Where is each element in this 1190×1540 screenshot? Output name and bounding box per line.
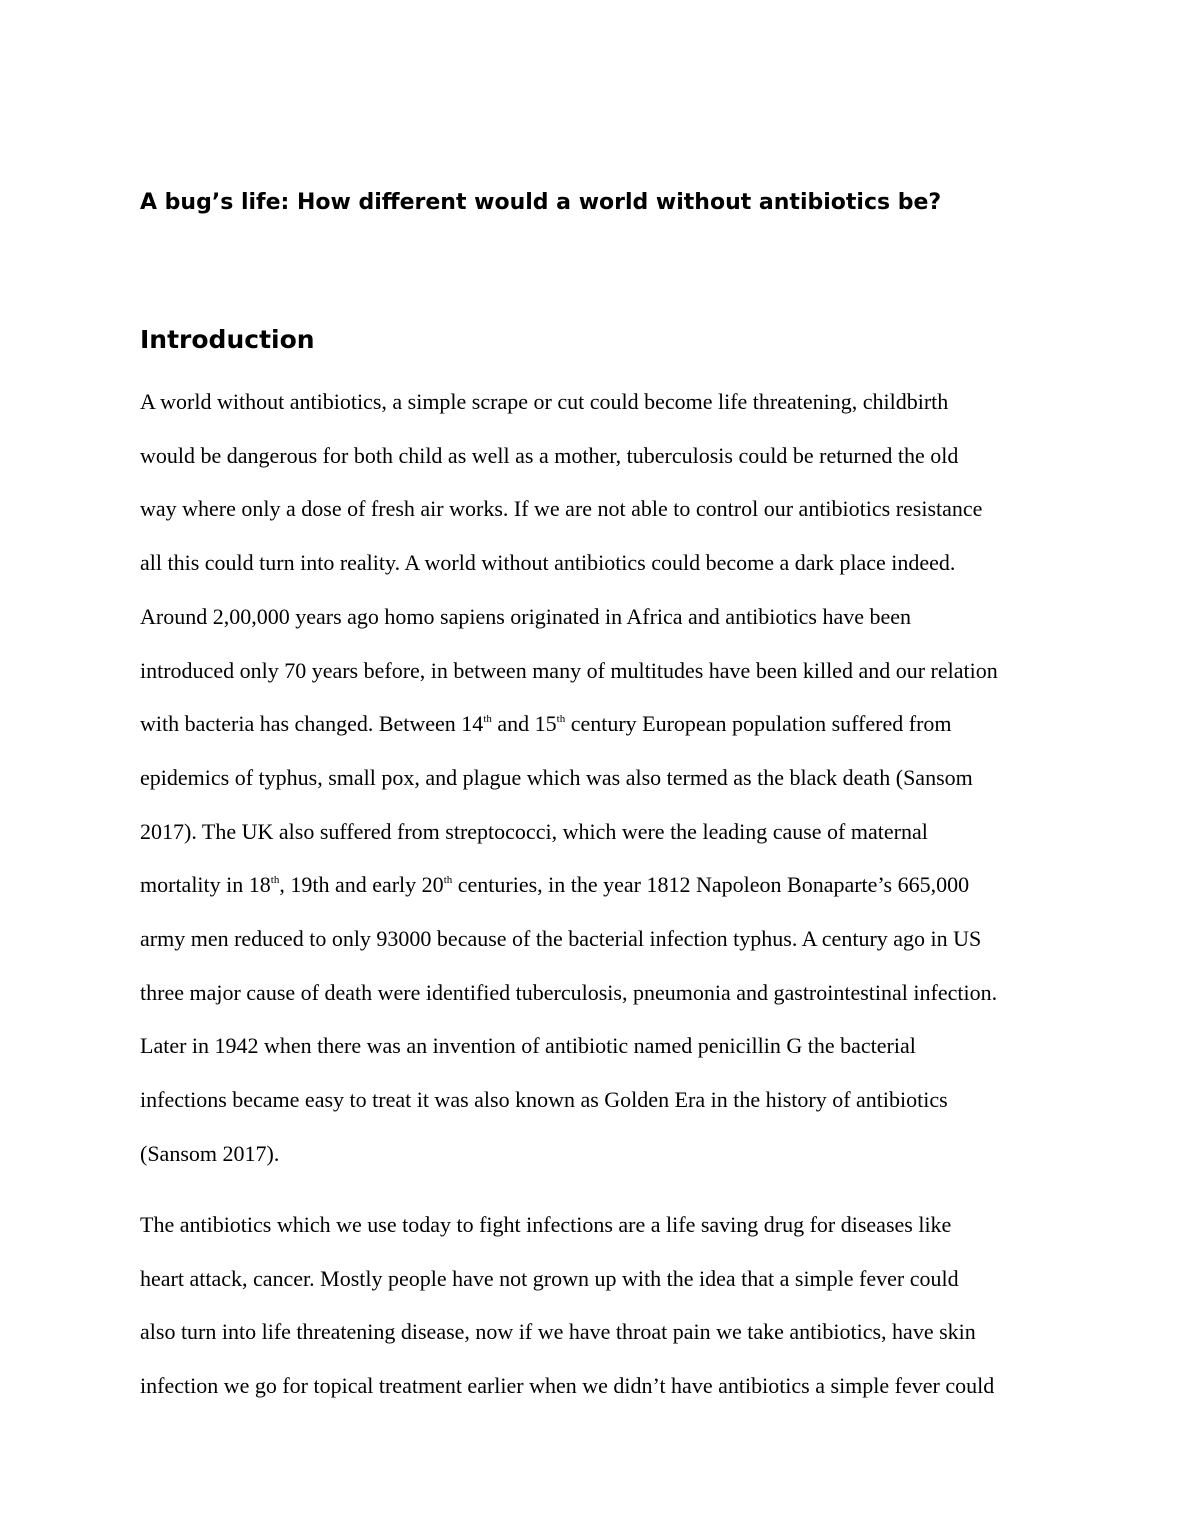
- paragraph-line: The antibiotics which we use today to fight infections are a life saving drug for diseases like: [140, 1212, 952, 1237]
- text-run: and 15: [491, 711, 557, 737]
- text-run: mortality in 18: [140, 872, 271, 898]
- paragraph-line: [140, 697, 1060, 751]
- text-run: , 19th and early 20: [279, 872, 444, 898]
- paragraph-line: Around 2,00,000 years ago homo sapiens originated in Africa and antibiotics have been: [140, 603, 912, 629]
- paragraph-line: epidemics of typhus, small pox, and plague which was also termed as the black death (Sansom: [140, 764, 973, 790]
- text-run: with bacteria has changed. Between 14: [140, 711, 484, 737]
- text-run: century European population suffered from: [565, 711, 952, 737]
- paragraph-line: army men reduced to only 93000 because of the bacterial infection typhus. A century ago in US: [140, 926, 982, 952]
- paragraph-line: A world without antibiotics, a simple scrape or cut could become life threatening, childbirth: [140, 389, 949, 414]
- text-run: centuries, in the year 1812 Napoleon Bonaparte’s 665,000: [452, 872, 970, 898]
- paragraph-line: three major cause of death were identified tuberculosis, pneumonia and gastrointestinal infection.: [140, 979, 998, 1005]
- paragraph-line: heart attack, cancer. Mostly people have not grown up with the idea that a simple fever could: [140, 1265, 959, 1291]
- superscript-ordinal: th: [270, 874, 280, 887]
- paragraph-line: infections became easy to treat it was also known as Golden Era in the history of antibiotics: [140, 1087, 948, 1113]
- paragraph-2: [140, 1198, 1060, 1413]
- paragraph-line: all this could turn into reality. A world without antibiotics could become a dark place indeed.: [140, 550, 956, 576]
- superscript-ordinal: th: [556, 713, 566, 726]
- paragraph-line: introduced only 70 years before, in between many of multitudes have been killed and our relation: [140, 657, 998, 683]
- superscript-ordinal: th: [443, 874, 453, 887]
- document-title: A bug’s life: How different would a world without antibiotics be?: [140, 190, 942, 215]
- paragraph-line: infection we go for topical treatment earlier when we didn’t have antibiotics a simple fever could: [140, 1373, 995, 1399]
- paragraph-line: Later in 1942 when there was an invention of antibiotic named penicillin G the bacterial: [140, 1033, 916, 1059]
- paragraph-line: would be dangerous for both child as well as a mother, tuberculosis could be returned the old: [140, 442, 959, 468]
- section-heading-introduction: Introduction: [140, 325, 315, 354]
- paragraph-line: [140, 858, 1060, 912]
- paragraph-line: way where only a dose of fresh air works. If we are not able to control our antibiotics resistance: [140, 496, 983, 522]
- paragraph-line: also turn into life threatening disease, now if we have throat pain we take antibiotics, have skin: [140, 1319, 976, 1345]
- paragraph-1: [140, 375, 1060, 1181]
- superscript-ordinal: th: [483, 713, 492, 726]
- paragraph-line: 2017). The UK also suffered from streptococci, which were the leading cause of maternal: [140, 818, 928, 844]
- paragraph-line: (Sansom 2017).: [140, 1140, 280, 1166]
